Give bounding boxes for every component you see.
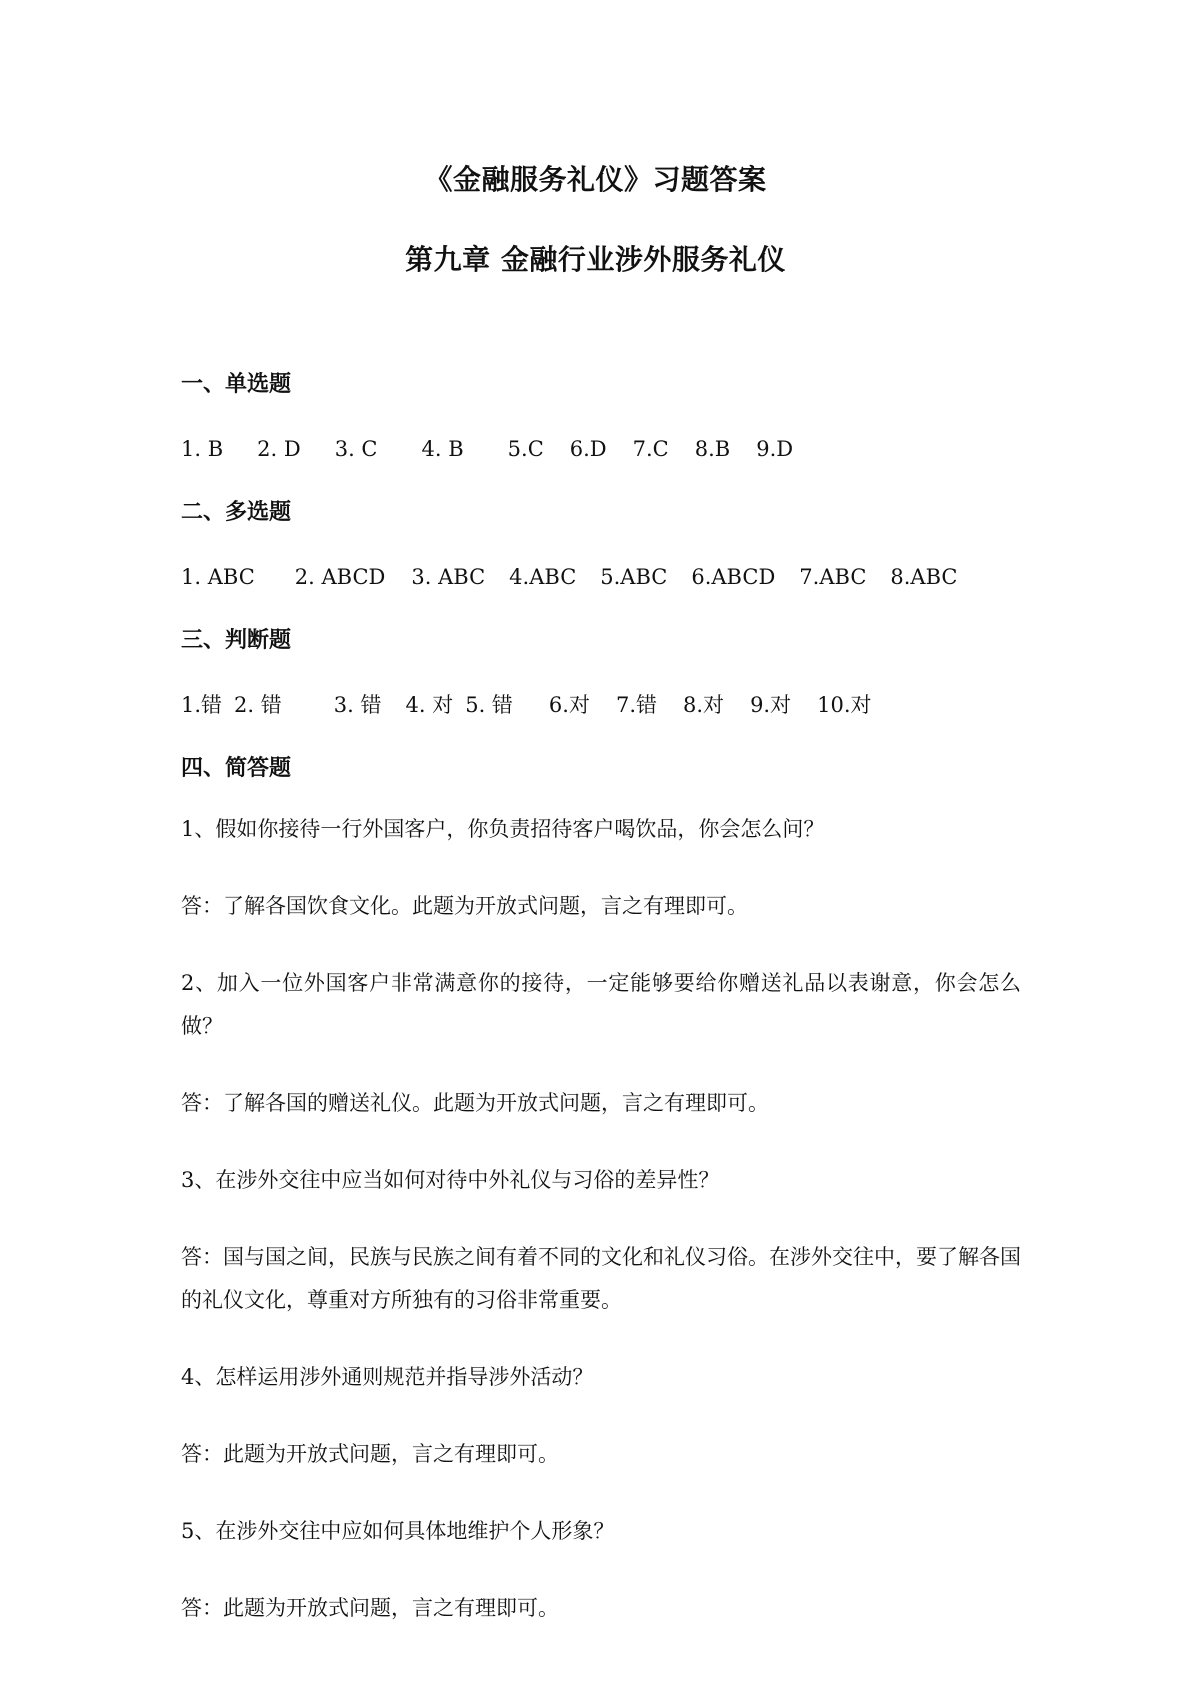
answer-text: 答：国与国之间，民族与民族之间有着不同的文化和礼仪习俗。在涉外交往中，要了解各国的礼仪文化，尊重对方所独有的习俗非常重要。 <box>181 1245 1021 1312</box>
answer-item: 6.ABCD <box>691 565 776 589</box>
answer-item: 6.D <box>569 437 607 461</box>
question-text: 3、在涉外交往中应当如何对待中外礼仪与习俗的差异性？ <box>181 1168 720 1192</box>
answer-item: 3. C <box>334 437 378 461</box>
answer-text: 答：此题为开放式问题，言之有理即可。 <box>181 1442 559 1466</box>
answer-item: 10.对 <box>817 693 872 717</box>
answer-item: 9.D <box>756 437 794 461</box>
section-heading-single-choice: 一、单选题 <box>181 372 292 397</box>
short-answer-list <box>181 808 1021 1630</box>
answer-item: 9.对 <box>750 693 792 717</box>
answer-content <box>181 370 1021 1664</box>
chapter-title: 第九章 金融行业涉外服务礼仪 <box>405 243 786 276</box>
question-text: 2、加入一位外国客户非常满意你的接待，一定能够要给你赠送礼品以表谢意，你会怎么做？ <box>181 971 1021 1038</box>
answer-item: 8.B <box>694 437 731 461</box>
answer-item: 1. ABC <box>181 565 255 589</box>
answer-item: 4. 对 <box>405 693 454 717</box>
question-text: 4、怎样运用涉外通则规范并指导涉外活动？ <box>181 1365 594 1389</box>
answer-item: 4.ABC <box>509 565 577 589</box>
answer-text: 答：了解各国饮食文化。此题为开放式问题，言之有理即可。 <box>181 894 748 918</box>
single-choice-answers <box>181 434 1021 464</box>
answer-item: 4. B <box>421 437 464 461</box>
answer-item: 1. B <box>181 437 224 461</box>
answer-item: 7.ABC <box>799 565 867 589</box>
multi-choice-answers <box>181 562 1021 592</box>
section-heading-short-answer: 四、简答题 <box>181 756 292 781</box>
answer-text: 答：此题为开放式问题，言之有理即可。 <box>181 1596 559 1620</box>
true-false-answers <box>181 690 1021 720</box>
question-text: 1、假如你接待一行外国客户，你负责招待客户喝饮品，你会怎么问？ <box>181 817 825 841</box>
section-heading-true-false: 三、判断题 <box>181 628 292 653</box>
answer-text: 答：了解各国的赠送礼仪。此题为开放式问题，言之有理即可。 <box>181 1091 769 1115</box>
document-title: 《金融服务礼仪》习题答案 <box>424 163 767 196</box>
section-heading-multi-choice: 二、多选题 <box>181 500 292 525</box>
answer-item: 2. D <box>257 437 301 461</box>
answer-item: 2. ABCD <box>294 565 386 589</box>
answer-item: 1.错 <box>181 693 223 717</box>
answer-item: 5. 错 <box>465 693 513 717</box>
answer-item: 2. 错 <box>234 693 282 717</box>
question-text: 5、在涉外交往中应如何具体地维护个人形象？ <box>181 1519 615 1543</box>
answer-item: 5.C <box>507 437 544 461</box>
answer-item: 3. 错 <box>333 693 382 717</box>
answer-item: 3. ABC <box>411 565 486 589</box>
answer-item: 7.C <box>632 437 669 461</box>
answer-item: 7.错 <box>615 693 658 717</box>
answer-item: 5.ABC <box>600 565 668 589</box>
answer-item: 8.ABC <box>890 565 958 589</box>
answer-item: 8.对 <box>683 693 725 717</box>
answer-item: 6.对 <box>548 693 590 717</box>
